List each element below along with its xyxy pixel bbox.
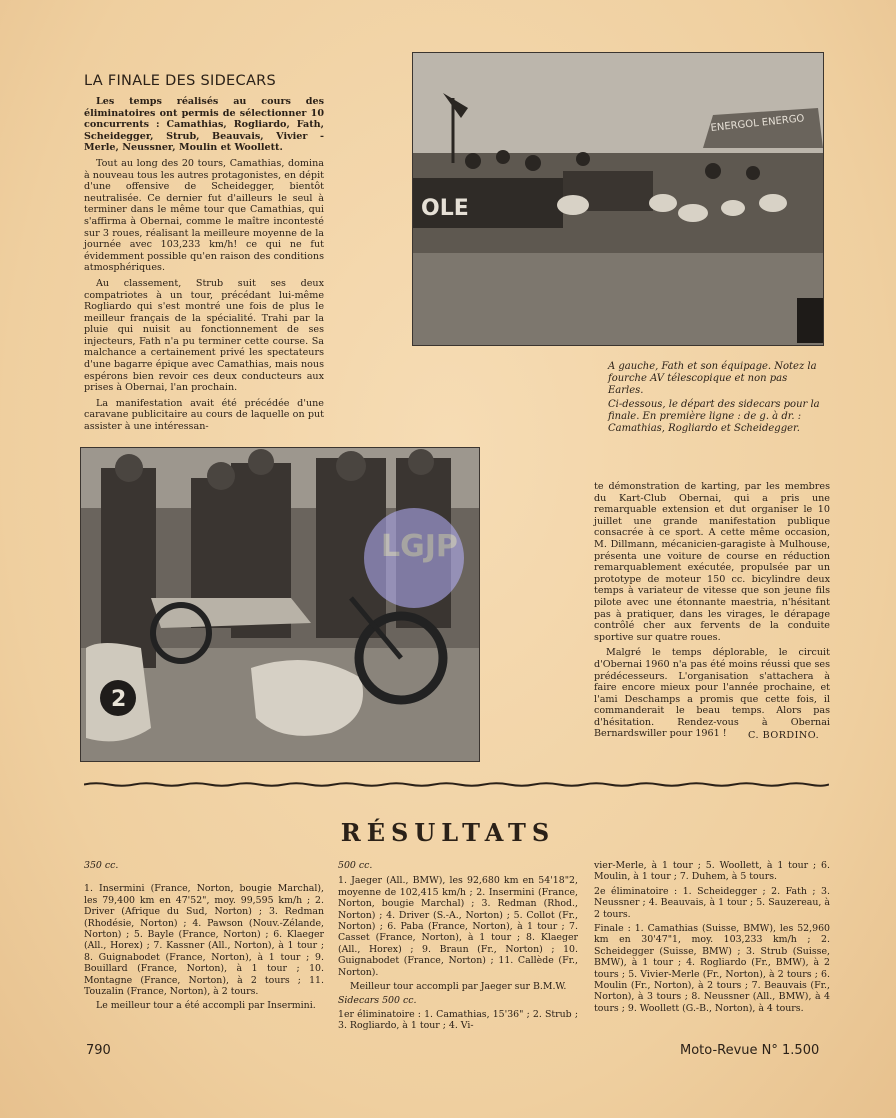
sidecar-number: 2 bbox=[111, 687, 127, 712]
page-number: 790 bbox=[86, 1043, 111, 1058]
magazine-issue: Moto-Revue N° 1.500 bbox=[680, 1043, 820, 1058]
results-text: 1. Insermini (France, Norton, bougie Marchal), les 79,400 km en 47'52", moy. 99,595 km/h ; 2. Driver (Afrique du Sud, Norton) ; 3. Redman (Rhodésie, Norton) ; 4. Pawson (Nouv.-Zélande, Norton) ; 5. Bayle (France, Norton) ; 6. Klaeger (All., Horex) ; 7. Kassner (All., Norton), à 1 tour ; 8. Guignabodet (France, Norton), à 1 tour ; 9. Bouillard (France, Norton), à 1 tour ; 10. Montagne (France, Norton), à 2 tours ; 11. Touzalin (France, Norton), à 2 tours. bbox=[84, 883, 324, 998]
divider-rule bbox=[84, 782, 829, 787]
results-title: RÉSULTATS bbox=[340, 818, 556, 847]
photo-race-start bbox=[412, 52, 824, 346]
watermark-text: LGJP bbox=[381, 529, 458, 564]
sidecar-image bbox=[81, 448, 479, 761]
author-signature: C. BORDINO. bbox=[748, 730, 820, 741]
results-column-500 bbox=[338, 860, 578, 1035]
paragraph: La manifestation avait été précédée d'une caravane publicitaire au cours de laquelle on put assister à une intéressan- bbox=[84, 397, 324, 433]
caption-line: Ci-dessous, le départ des sidecars pour la finale. En première ligne : de g. à dr. : Camathias, Rogliardo et Scheidegger. bbox=[608, 399, 820, 434]
photo-caption bbox=[608, 361, 822, 437]
results-best-lap: Le meilleur tour a été accompli par Insermini. bbox=[96, 1000, 316, 1012]
category-heading: Sidecars 500 cc. bbox=[338, 995, 417, 1007]
article-column-left bbox=[84, 96, 324, 437]
results-text: 1er éliminatoire : 1. Camathias, 15'36" ; 2. Strub ; 3. Rogliardo, à 1 tour ; 4. Vi- bbox=[338, 1008, 578, 1032]
race-sign-text: OLE bbox=[421, 196, 469, 221]
category-heading: 500 cc. bbox=[338, 860, 373, 871]
results-text: Finale : 1. Camathias (Suisse, BMW), les 52,960 km en 30'47"1, moy. 103,233 km/h ; 2. Scheidegger (Suisse, BMW) ; 3. Strub (Suisse, BMW), à 1 tour ; 4. Rogliardo (Fr., BMW), à 2 tours ; 5. Vivier-Merle (Fr., Norton), à 2 tours ; 6. Moulin (Fr., Norton), à 2 tours ; 7. Beauvais (Fr., Norton), à 3 tours ; 8. Neussner (All., BMW), à 4 tours ; 9. Woollett (G.-B., Norton), à 4 tours. bbox=[594, 923, 830, 1014]
race-start-image bbox=[413, 53, 823, 345]
paragraph: te démonstration de karting, par les membres du Kart-Club Obernai, qui a pris une remarquable extension et dut organiser le 10 juillet une grande manifestation publique consacrée à ce sport. A cette même occasion, M. Dillmann, mécanicien-garagiste à Mulhouse, présenta une voiture de course en réduction remarquablement exécutée, propulsée par un prototype de moteur 150 cc. bicylindre deux temps à variateur de vitesse que son jeune fils pilote avec une étonnante maestria, n'hésitant pas à pratiquer, dans les virages, le dérapage contrôlé cher aux fervents de la conduite sportive sur quatre roues. bbox=[594, 481, 830, 643]
results-best-lap: Meilleur tour accompli par Jaeger sur B.M.W. bbox=[350, 981, 567, 993]
results-column-350 bbox=[84, 860, 324, 1015]
paragraph: Malgré le temps déplorable, le circuit d'Obernai 1960 n'a pas été moins réussi que ses prédécesseurs. L'organisation s'attachera à faire encore mieux pour l'année prochaine, et l'ami Deschamps a promis que cette fois, il commanderait le beau temps. Alors pas d'hésitation. Rendez-vous à Obernai Bernardswiller pour 1961 ! bbox=[594, 647, 830, 740]
category-heading: 350 cc. bbox=[84, 860, 119, 871]
results-text: 1. Jaeger (All., BMW), les 92,680 km en 54'18"2, moyenne de 102,415 km/h ; 2. Insermini (France, Norton, bougie Marchal) ; 3. Redman (Rhod., Norton) ; 4. Driver (S.-A., Norton) ; 5. Collot (Fr., Norton) ; 6. Paba (France, Norton), à 1 tour ; 7. Casset (France, Norton), à 1 tour ; 8. Klaeger (All., Horex) ; 9. Braun (Fr., Norton) ; 10. Guignabodet (France, Norton) ; 11. Callède (Fr., Norton). bbox=[338, 875, 578, 978]
caption-line: A gauche, Fath et son équipage. Notez la fourche AV télescopique et non pas Earles. bbox=[608, 361, 817, 396]
paragraph: Au classement, Strub suit ses deux compatriotes à un tour, précédant lui-même Rogliardo qui s'est montré une fois de plus le meilleur français de la spécialité. Trahi par la pluie qui nuisit au fonctionnement de ses injecteurs, Fath n'a pu terminer cette course. Sa malchance a certainement privé les spectateurs d'une bagarre épique avec Camathias, mais nous espérons bien revoir ces deux conducteurs aux prises à Obernai, l'an prochain. bbox=[84, 277, 324, 394]
watermark-logo bbox=[364, 508, 464, 608]
paragraph: Tout au long des 20 tours, Camathias, domina à nouveau tous les autres protagonistes, en dépit d'une offensive de Scheidegger, bientôt neutralisée. Ce dernier fut d'ailleurs le seul à terminer dans le même tour que Camathias, qui s'affirma à Obernai, comme le maître incontesté sur 3 roues, réalisant la meilleure moyenne de la journée avec 103,233 km/h! ce qui ne fut évidemment possible qu'en raison des conditions atmosphériques. bbox=[84, 157, 324, 274]
results-text: vier-Merle, à 1 tour ; 5. Woollett, à 1 tour ; 6. Moulin, à 1 tour ; 7. Duhem, à 5 tours. bbox=[594, 860, 830, 883]
results-column-sidecars bbox=[594, 860, 830, 1017]
results-text: 2e éliminatoire : 1. Scheidegger ; 2. Fath ; 3. Neussner ; 4. Beauvais, à 1 tour ; 5. Sauzereau, à 2 tours. bbox=[594, 885, 830, 920]
race-banner-text: ENERGOL ENERGO bbox=[710, 113, 805, 134]
article-heading: LA FINALE DES SIDECARS bbox=[84, 73, 277, 89]
article-column-right bbox=[594, 481, 830, 744]
photo-fath-sidecar bbox=[80, 447, 480, 762]
intro-paragraph: Les temps réalisés au cours des éliminatoires ont permis de sélectionner 10 concurrents : Camathias, Rogliardo, Fath, Scheidegger, Strub, Beauvais, Vivier - Merle, Neussner, Moulin et Woollett. bbox=[84, 96, 324, 154]
